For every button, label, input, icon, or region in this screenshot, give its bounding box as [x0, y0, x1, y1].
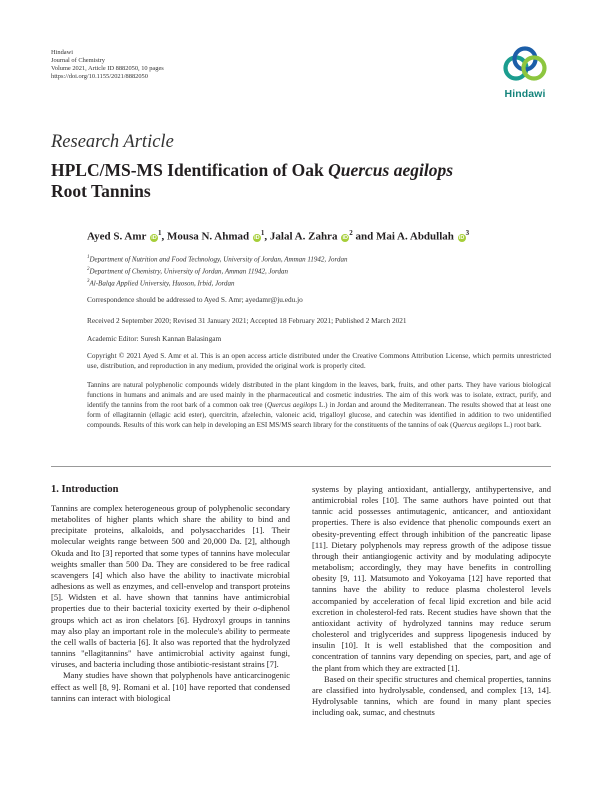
title-part1: HPLC/MS-MS Identification of Oak — [51, 160, 329, 180]
affiliation-line — [87, 277, 347, 289]
orcid-icon[interactable]: iD — [151, 234, 157, 241]
author-separator: , — [161, 230, 165, 243]
publication-dates: Received 2 September 2020; Revised 31 January 2021; Accepted 18 February 2021; Published 2 March 2021 — [87, 316, 407, 325]
doi-link[interactable]: https://doi.org/10.1155/2021/8882050 — [51, 73, 148, 81]
affiliation-sup: 1 — [87, 255, 90, 260]
body-paragraph: Many studies have shown that polyphenols have anticarcinogenic effect as well [8, 9]. Romani et al. [10] have reported that condensed tannins can interact with biological — [51, 670, 290, 703]
abstract-species: Quercus aegilops — [267, 401, 317, 410]
article-type: Research Article — [51, 132, 174, 152]
orcid-icon[interactable]: iD — [458, 234, 465, 241]
affiliation-text: Department of Nutrition and Food Technology, University of Jordan, Amman 11942, Jordan — [89, 255, 348, 264]
abstract-species: Quercus aegilops — [452, 421, 503, 430]
paper-title — [51, 160, 491, 202]
author-list — [87, 229, 469, 243]
title-species: Quercus aegilops — [328, 160, 454, 180]
affiliation-text: Department of Chemistry, University of Jordan, Amman 11942, Jordan — [89, 267, 289, 276]
body-column-left — [51, 503, 290, 704]
section-divider — [51, 466, 551, 467]
affiliation-sup: 3 — [87, 278, 90, 284]
affiliation-line — [87, 253, 347, 265]
body-column-right — [312, 484, 551, 718]
section-heading: 1. Introduction — [51, 484, 119, 495]
affiliations — [87, 253, 347, 288]
author-affil-sup: 2 — [349, 229, 353, 237]
author-name: Mousa N. Ahmad — [166, 230, 250, 243]
affiliation-line — [87, 265, 347, 277]
author-name: Ayed S. Amr — [87, 230, 147, 243]
logo-wordmark: Hindawi — [504, 88, 546, 100]
body-paragraph: Based on their specific structures and chemical properties, tannins are classified into hydrolysable, condensed, and complex [13, 14]. Hydrolysable tannins, which are found in many plant species including oak, sumac, and chestnuts — [312, 673, 551, 718]
author-affil-sup: 1 — [260, 229, 265, 237]
correspondence: Correspondence should be addressed to Ayed S. Amr; ayedamr@ju.edu.jo — [87, 295, 303, 304]
orcid-icon[interactable]: iD — [342, 234, 348, 241]
publisher-name: Hindawi — [51, 49, 74, 56]
journal-info — [51, 49, 164, 81]
author-name: Mai A. Abdullah — [375, 230, 454, 243]
affiliation-text: Al-Balqa Applied University, Huoson, Irbid, Jordan — [89, 278, 235, 287]
hindawi-rings-icon — [502, 46, 548, 86]
body-text: -diphenol groups which act as iron chelators [6]. Hydroxyl groups in tannins may also play an important role in the molecule's ability to permeate the cell walls of bacteria [6]. It also was reported that the hydrolyzed tannins "ellagitannins" have antimicrobial activity against fungi, viruses, and bacteria including those antibiotic-resistant strains [7]. — [51, 603, 290, 670]
author-separator: and — [352, 230, 376, 243]
journal-name: Journal of Chemistry — [51, 57, 105, 65]
affiliation-sup: 2 — [87, 266, 90, 272]
abstract-text: Tannins are natural polyphenolic compounds widely distributed in the plant kingdom in the leaves, bark, fruits, and other parts. They have various biological functions in humans and animals and are used mainly in the pharmaceutical and cosmetic industries. The aim of this work was to isolate, extract, purify, and identify the tannins from the root bark of a common oak tree ( — [87, 381, 551, 410]
title-part2: Root Tannins — [51, 181, 151, 201]
author-affil-sup: 3 — [465, 229, 470, 237]
hindawi-logo — [495, 46, 555, 108]
author-affil-sup: 1 — [157, 229, 162, 237]
academic-editor: Academic Editor: Suresh Kannan Balasingam — [87, 334, 222, 343]
abstract-text: L.) root bark. — [502, 421, 542, 430]
copyright-notice: Copyright © 2021 Ayed S. Amr et al. This is an open access article distributed under the Creative Commons Attribution License, which permits unrestricted use, distribution, and reproduction in any medium, provided the original work is properly cited. — [87, 351, 551, 371]
body-paragraph — [51, 503, 290, 670]
body-paragraph: systems by playing antioxidant, antiallergy, antihypertensive, and antimicrobial roles [10]. The same authors have pointed out that tannic acid possesses antimutagenic, anticancer, and antioxidant properties. There is also evidence that phenolic compounds exert an obesity-preventing effect through inhibition of the pancreatic lipase [11]. Dietary polyphenols may repress growth of the adipose tissue through their antiangiogenic activity and by modulating adipocyte metabolism; accordingly, they may have benefits in controlling obesity [9, 11]. Matsumoto and Yokoyama [12] have reported that tannins have the ability to reduce plasma cholesterol levels accompanied by acceleration of fecal lipid excretion and bile acid excretion in cholesterol-fed rats. Recent studies have shown that the antioxidant activity of hydrolyzed tannins may reduce serum cholesterol and triglycerides and suppress lipogenesis induced by insulin [10]. It is well established that the composition and concentration of tannins vary depending on species, part, and age of the plant from which they are extracted [1]. — [312, 484, 551, 673]
abstract — [87, 380, 551, 430]
orcid-icon[interactable]: iD — [254, 234, 260, 241]
volume-line: Volume 2021, Article ID 8882050, 10 pages — [51, 65, 164, 73]
author-separator: , — [264, 230, 268, 243]
abstract-text: L.) in Jordan and around the Mediterranean. The results showed that at least one form of ellagitannin (ellagic acid ester), quercitrin, afzelechin, valoneic acid, trigalloyl glucose, and catechin was identified in addition to two unidentified compounds. Results of this work can help in developing an ESI MS/MS search library for the constituents of the tannins of oak ( — [87, 401, 552, 430]
author-name: Jalal A. Zahra — [269, 230, 338, 243]
body-text: Tannins are complex heterogeneous group of polyphenolic secondary metabolites of higher plants which share the ability to bind and precipitate proteins, alkaloids, and polysaccharides [1]. Their molecular weights range between 500 and 20,000 Da. [2], although Okuda and Ito [3] reported that some types of tannins have molecular weights smaller than 500 Da. They are considered to be free radical scavengers [4] which also have the ability to inactivate microbial adhesions as well as enzymes, and cell-envelop and transport proteins [5]. Widsten et al. have shown that tannins have antimicrobial properties due to their bacterial toxicity exerted by their — [51, 503, 290, 614]
body-italic: o — [253, 603, 258, 614]
